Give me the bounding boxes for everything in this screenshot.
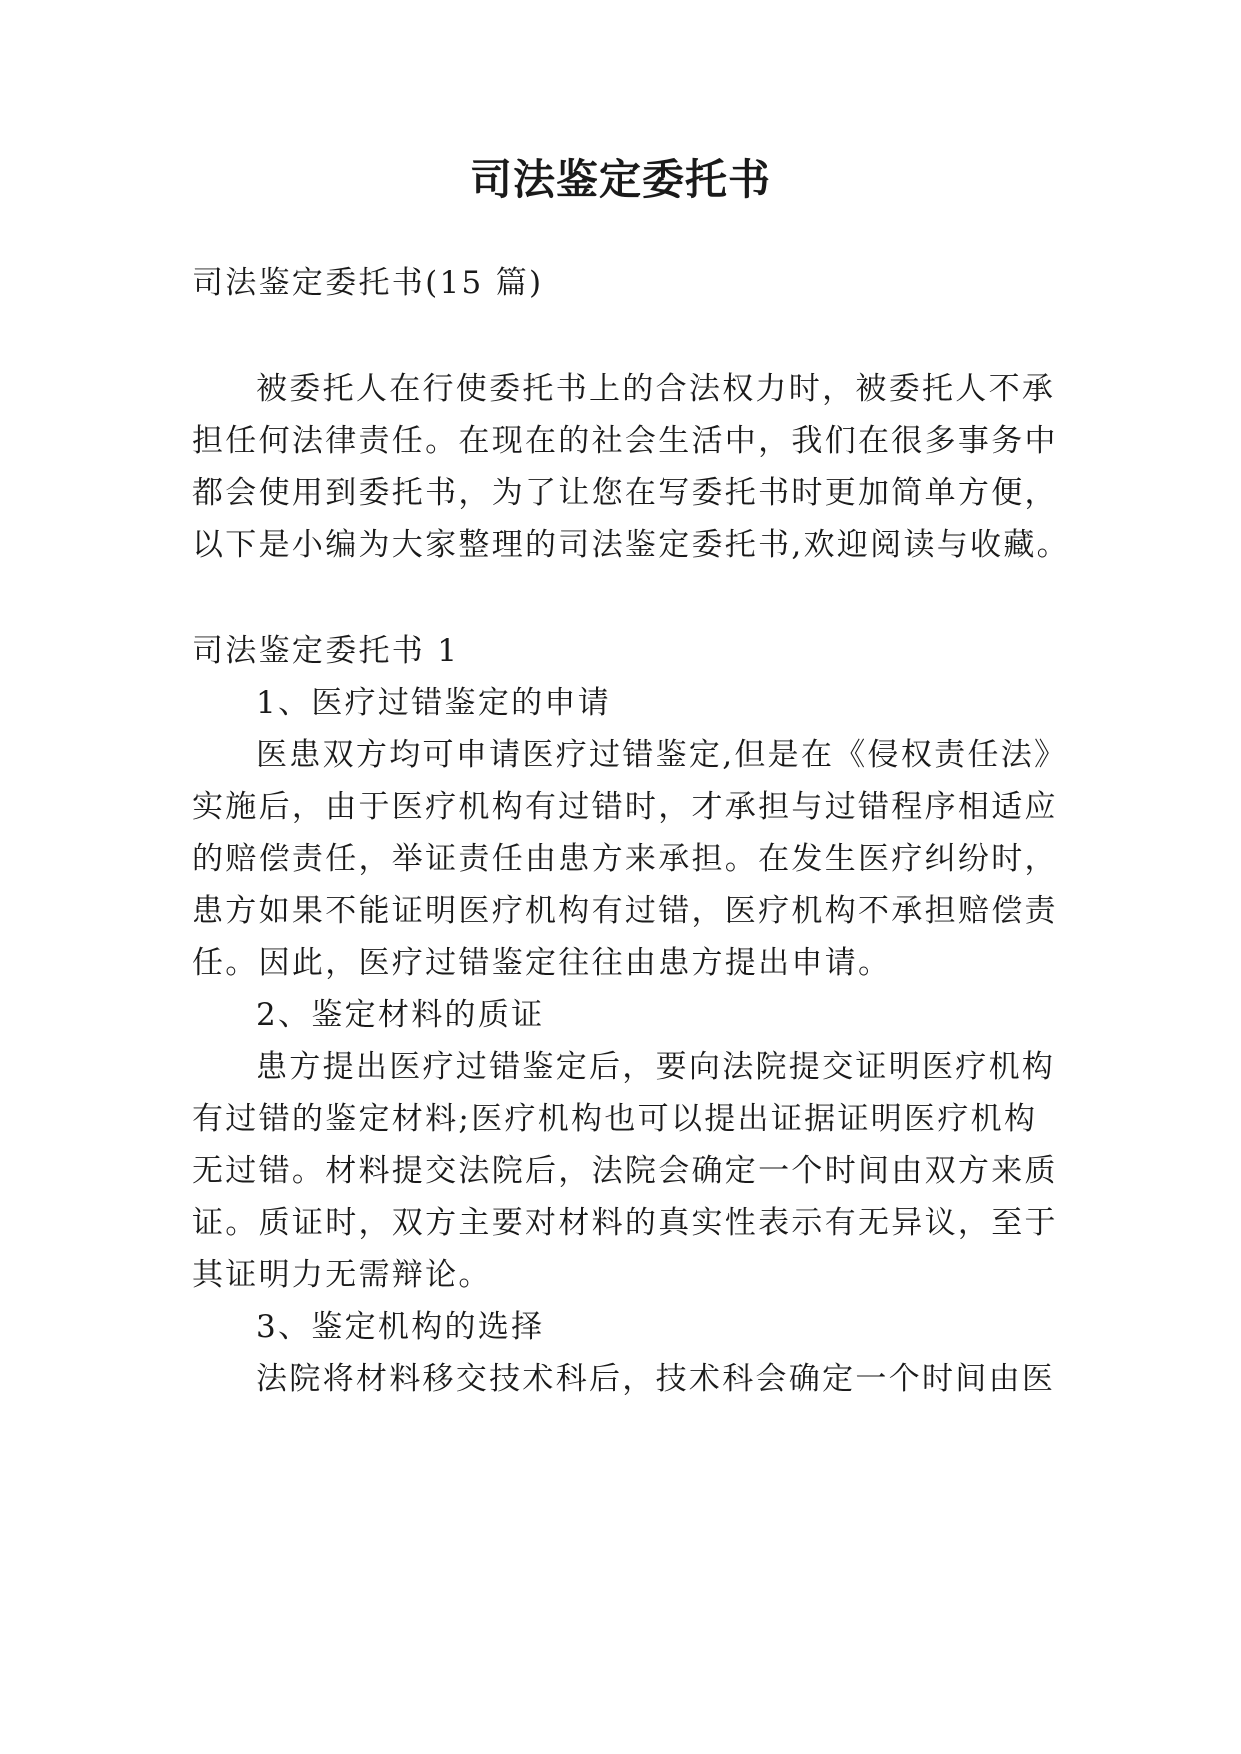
document-subtitle: 司法鉴定委托书(15 篇)	[192, 265, 544, 301]
paragraph-line: 的赔偿责任，举证责任由患方来承担。在发生医疗纠纷时，	[192, 841, 1058, 877]
section-heading: 司法鉴定委托书 1	[192, 633, 460, 669]
paragraph-line: 有过错的鉴定材料;医疗机构也可以提出证据证明医疗机构	[192, 1101, 1038, 1137]
paragraph-line: 患方如果不能证明医疗机构有过错，医疗机构不承担赔偿责	[192, 893, 1058, 929]
item-heading: 2、鉴定材料的质证	[256, 997, 545, 1033]
paragraph-line: 任。因此，医疗过错鉴定往往由患方提出申请。	[192, 945, 892, 981]
item-heading: 3、鉴定机构的选择	[256, 1309, 545, 1345]
intro-line: 以下是小编为大家整理的司法鉴定委托书,欢迎阅读与收藏。	[192, 527, 1070, 563]
item-heading: 1、医疗过错鉴定的申请	[256, 685, 612, 721]
intro-line: 都会使用到委托书，为了让您在写委托书时更加简单方便，	[192, 475, 1058, 511]
paragraph-line: 其证明力无需辩论。	[192, 1257, 492, 1293]
paragraph-line: 实施后，由于医疗机构有过错时，才承担与过错程序相适应	[192, 789, 1058, 825]
paragraph-line: 证。质证时，双方主要对材料的真实性表示有无异议，至于	[192, 1205, 1058, 1241]
paragraph-line: 无过错。材料提交法院后，法院会确定一个时间由双方来质	[192, 1153, 1058, 1189]
paragraph-line: 医患双方均可申请医疗过错鉴定,但是在《侵权责任法》	[256, 737, 1068, 773]
document-title: 司法鉴定委托书	[469, 155, 771, 204]
intro-line: 被委托人在行使委托书上的合法权力时，被委托人不承	[256, 371, 1056, 407]
paragraph-line: 患方提出医疗过错鉴定后，要向法院提交证明医疗机构	[256, 1049, 1056, 1085]
intro-line: 担任何法律责任。在现在的社会生活中，我们在很多事务中	[192, 423, 1058, 459]
paragraph-line: 法院将材料移交技术科后，技术科会确定一个时间由医	[256, 1361, 1056, 1397]
